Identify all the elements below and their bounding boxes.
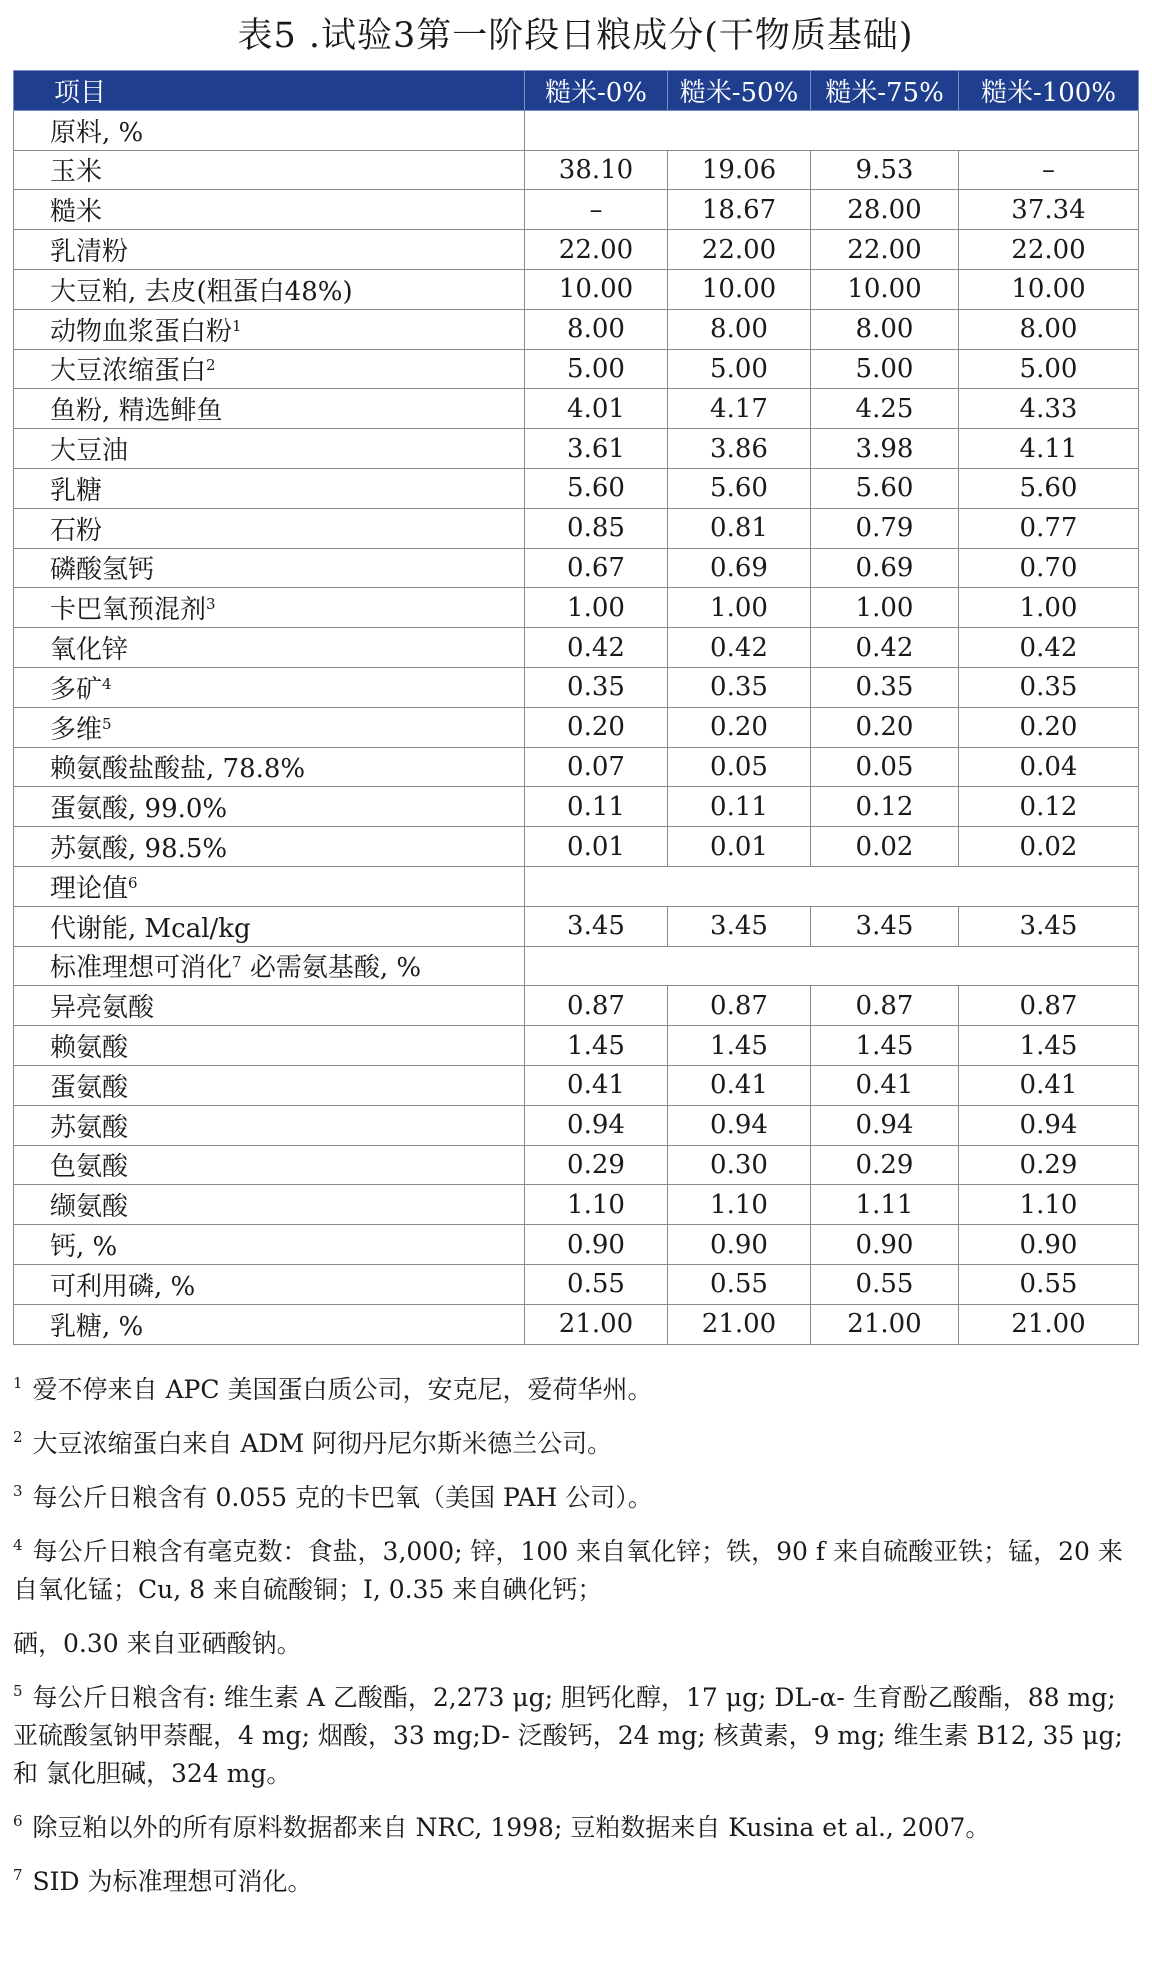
value-cell: 1.10 bbox=[959, 1185, 1139, 1225]
footnote bbox=[13, 1479, 1138, 1517]
value-cell: 21.00 bbox=[811, 1304, 959, 1344]
footnote bbox=[13, 1371, 1138, 1409]
value-cell: 0.30 bbox=[668, 1145, 811, 1185]
value-cell: 3.61 bbox=[525, 429, 668, 469]
value-cell: 1.00 bbox=[811, 588, 959, 628]
footnote-marker: 6 bbox=[128, 873, 138, 892]
value-cell: 8.00 bbox=[525, 309, 668, 349]
value-cell: 1.00 bbox=[959, 588, 1139, 628]
footnote-text: 硒，0.30 来自亚硒酸钠。 bbox=[13, 1628, 302, 1658]
table-row bbox=[14, 309, 1139, 349]
value-cell: 0.35 bbox=[811, 667, 959, 707]
footnote-number: 5 bbox=[13, 1681, 23, 1700]
footnote-text: 每公斤日粮含有: 维生素 A 乙酸酯，2,273 μg; 胆钙化醇，17 μg; DL-α- 生育酚乙酸酯，88 mg; 亚硫酸氢钠甲萘醌，4 mg; 烟酸，33 mg;D- 泛酸钙，24 mg; 核黄素，9 mg; 维生素 B12, 35 μg; 和 氯化胆碱，324 mg。 bbox=[13, 1682, 1123, 1788]
value-cell: 0.02 bbox=[811, 827, 959, 867]
table-row bbox=[14, 1264, 1139, 1304]
value-cell: 22.00 bbox=[959, 230, 1139, 270]
header-item: 项目 bbox=[14, 71, 525, 111]
row-label: 大豆浓缩蛋白$^2$ bbox=[14, 349, 525, 389]
footnote-number: 3 bbox=[13, 1481, 23, 1500]
footnote-number: 6 bbox=[13, 1811, 23, 1830]
row-label: 乳清粉 bbox=[14, 230, 525, 270]
row-label: 糙米 bbox=[14, 190, 525, 230]
value-cell: 0.41 bbox=[959, 1065, 1139, 1105]
value-cell: 8.00 bbox=[668, 309, 811, 349]
section-label: 原料, % bbox=[14, 110, 525, 150]
value-cell: 0.55 bbox=[959, 1264, 1139, 1304]
value-cell: 0.55 bbox=[525, 1264, 668, 1304]
row-label: 蛋氨酸, 99.0% bbox=[14, 787, 525, 827]
table-body bbox=[14, 110, 1139, 1344]
footnotes bbox=[13, 1371, 1138, 1901]
value-cell: 0.12 bbox=[811, 787, 959, 827]
row-label: 乳糖 bbox=[14, 468, 525, 508]
value-cell: 0.79 bbox=[811, 508, 959, 548]
row-label: 蛋氨酸 bbox=[14, 1065, 525, 1105]
value-cell: 1.10 bbox=[525, 1185, 668, 1225]
value-cell: 0.87 bbox=[668, 986, 811, 1026]
value-cell: 0.55 bbox=[811, 1264, 959, 1304]
value-cell: 5.60 bbox=[525, 468, 668, 508]
value-cell: 5.60 bbox=[668, 468, 811, 508]
footnote-text: 除豆粕以外的所有原料数据都来自 NRC, 1998; 豆粕数据来自 Kusina et al., 2007。 bbox=[32, 1812, 991, 1842]
footnote-marker: 3 bbox=[206, 595, 216, 614]
header-brown-rice-75: 糙米-75% bbox=[811, 71, 959, 111]
footnote-number: 4 bbox=[13, 1535, 23, 1554]
row-label: 缬氨酸 bbox=[14, 1185, 525, 1225]
value-cell: 0.11 bbox=[525, 787, 668, 827]
table-row bbox=[14, 1065, 1139, 1105]
value-cell: 22.00 bbox=[525, 230, 668, 270]
row-label: 可利用磷, % bbox=[14, 1264, 525, 1304]
row-label: 乳糖, % bbox=[14, 1304, 525, 1344]
row-label: 鱼粉, 精选鲱鱼 bbox=[14, 389, 525, 429]
value-cell: 0.42 bbox=[959, 628, 1139, 668]
header-brown-rice-0: 糙米-0% bbox=[525, 71, 668, 111]
value-cell: 3.45 bbox=[811, 906, 959, 946]
section-label: 理论值$^6$ bbox=[14, 866, 525, 906]
footnote-number: 7 bbox=[13, 1865, 23, 1884]
footnote-text: SID 为标准理想可消化。 bbox=[32, 1866, 313, 1896]
value-cell: 1.45 bbox=[959, 1026, 1139, 1066]
table-row bbox=[14, 190, 1139, 230]
value-cell: 3.45 bbox=[959, 906, 1139, 946]
footnote-marker: 7 bbox=[232, 953, 242, 972]
row-label: 石粉 bbox=[14, 508, 525, 548]
value-cell: 0.12 bbox=[959, 787, 1139, 827]
footnote-marker: 1 bbox=[232, 316, 242, 335]
value-cell: 5.00 bbox=[668, 349, 811, 389]
row-label: 赖氨酸盐酸盐, 78.8% bbox=[14, 747, 525, 787]
value-cell: 8.00 bbox=[811, 309, 959, 349]
value-cell: 0.90 bbox=[959, 1225, 1139, 1265]
value-cell: 0.01 bbox=[668, 827, 811, 867]
value-cell: 0.69 bbox=[811, 548, 959, 588]
value-cell: 8.00 bbox=[959, 309, 1139, 349]
value-cell: 1.11 bbox=[811, 1185, 959, 1225]
value-cell: 0.29 bbox=[525, 1145, 668, 1185]
value-cell: 0.90 bbox=[525, 1225, 668, 1265]
table-row bbox=[14, 986, 1139, 1026]
section-row bbox=[14, 110, 1139, 150]
value-cell: 9.53 bbox=[811, 150, 959, 190]
table-row bbox=[14, 508, 1139, 548]
row-label: 苏氨酸 bbox=[14, 1105, 525, 1145]
value-cell: 0.87 bbox=[525, 986, 668, 1026]
footnote bbox=[13, 1625, 1138, 1663]
value-cell: 0.35 bbox=[959, 667, 1139, 707]
value-cell: 0.94 bbox=[959, 1105, 1139, 1145]
table-row bbox=[14, 548, 1139, 588]
footnote-text: 每公斤日粮含有 0.055 克的卡巴氧（美国 PAH 公司）。 bbox=[32, 1482, 653, 1512]
value-cell: 5.00 bbox=[959, 349, 1139, 389]
value-cell: 4.17 bbox=[668, 389, 811, 429]
table-row bbox=[14, 1304, 1139, 1344]
value-cell: 1.00 bbox=[525, 588, 668, 628]
table-row bbox=[14, 1225, 1139, 1265]
value-cell: 0.94 bbox=[668, 1105, 811, 1145]
section-label: 标准理想可消化$^7$ 必需氨基酸, % bbox=[14, 946, 525, 986]
value-cell: 0.90 bbox=[811, 1225, 959, 1265]
value-cell: 4.01 bbox=[525, 389, 668, 429]
table-row bbox=[14, 827, 1139, 867]
value-cell: 5.60 bbox=[959, 468, 1139, 508]
table-header-row bbox=[14, 71, 1139, 111]
row-label: 异亮氨酸 bbox=[14, 986, 525, 1026]
value-cell: 4.11 bbox=[959, 429, 1139, 469]
value-cell: 21.00 bbox=[959, 1304, 1139, 1344]
value-cell: 19.06 bbox=[668, 150, 811, 190]
section-row bbox=[14, 946, 1139, 986]
value-cell: 0.35 bbox=[668, 667, 811, 707]
row-label: 赖氨酸 bbox=[14, 1026, 525, 1066]
value-cell: 0.29 bbox=[959, 1145, 1139, 1185]
value-cell: 0.41 bbox=[811, 1065, 959, 1105]
table-row bbox=[14, 787, 1139, 827]
value-cell: 0.42 bbox=[525, 628, 668, 668]
section-blank-cell bbox=[525, 110, 1139, 150]
value-cell: 21.00 bbox=[525, 1304, 668, 1344]
footnote-text: 爱不停来自 APC 美国蛋白质公司，安克尼，爱荷华州。 bbox=[32, 1374, 653, 1404]
value-cell: 0.05 bbox=[811, 747, 959, 787]
value-cell: 0.70 bbox=[959, 548, 1139, 588]
value-cell: 0.20 bbox=[811, 707, 959, 747]
row-label: 钙, % bbox=[14, 1225, 525, 1265]
value-cell: 0.81 bbox=[668, 508, 811, 548]
value-cell: 0.41 bbox=[525, 1065, 668, 1105]
value-cell: – bbox=[959, 150, 1139, 190]
value-cell: 18.67 bbox=[668, 190, 811, 230]
header-brown-rice-50: 糙米-50% bbox=[668, 71, 811, 111]
table-title: 表5 .试验3第一阶段日粮成分(干物质基础) bbox=[237, 16, 914, 56]
value-cell: 37.34 bbox=[959, 190, 1139, 230]
value-cell: 38.10 bbox=[525, 150, 668, 190]
value-cell: 3.98 bbox=[811, 429, 959, 469]
value-cell: 1.45 bbox=[668, 1026, 811, 1066]
value-cell: – bbox=[525, 190, 668, 230]
footnote-number: 2 bbox=[13, 1427, 23, 1446]
diet-composition-table bbox=[13, 70, 1139, 1345]
value-cell: 0.07 bbox=[525, 747, 668, 787]
table-row bbox=[14, 1145, 1139, 1185]
value-cell: 0.11 bbox=[668, 787, 811, 827]
table-row bbox=[14, 429, 1139, 469]
table-row bbox=[14, 468, 1139, 508]
table-row bbox=[14, 707, 1139, 747]
value-cell: 0.85 bbox=[525, 508, 668, 548]
row-label: 色氨酸 bbox=[14, 1145, 525, 1185]
footnote-marker: 5 bbox=[102, 714, 112, 733]
table-row bbox=[14, 747, 1139, 787]
value-cell: 10.00 bbox=[959, 269, 1139, 309]
value-cell: 0.42 bbox=[811, 628, 959, 668]
value-cell: 0.55 bbox=[668, 1264, 811, 1304]
table-row bbox=[14, 349, 1139, 389]
value-cell: 0.94 bbox=[525, 1105, 668, 1145]
table-row bbox=[14, 906, 1139, 946]
value-cell: 0.20 bbox=[525, 707, 668, 747]
value-cell: 0.87 bbox=[811, 986, 959, 1026]
row-label: 玉米 bbox=[14, 150, 525, 190]
value-cell: 10.00 bbox=[668, 269, 811, 309]
section-blank-cell bbox=[525, 866, 1139, 906]
footnote-marker: 2 bbox=[206, 356, 216, 375]
table-row bbox=[14, 150, 1139, 190]
section-row bbox=[14, 866, 1139, 906]
value-cell: 0.41 bbox=[668, 1065, 811, 1105]
value-cell: 0.69 bbox=[668, 548, 811, 588]
value-cell: 22.00 bbox=[811, 230, 959, 270]
row-label: 大豆油 bbox=[14, 429, 525, 469]
table-row bbox=[14, 628, 1139, 668]
value-cell: 0.20 bbox=[959, 707, 1139, 747]
footnote bbox=[13, 1863, 1138, 1901]
value-cell: 5.60 bbox=[811, 468, 959, 508]
table-row bbox=[14, 667, 1139, 707]
footnote-number: 1 bbox=[13, 1373, 23, 1392]
row-label: 多矿$^4$ bbox=[14, 667, 525, 707]
value-cell: 1.45 bbox=[525, 1026, 668, 1066]
value-cell: 5.00 bbox=[811, 349, 959, 389]
value-cell: 28.00 bbox=[811, 190, 959, 230]
row-label: 多维$^5$ bbox=[14, 707, 525, 747]
table-row bbox=[14, 230, 1139, 270]
row-label: 动物血浆蛋白粉$^1$ bbox=[14, 309, 525, 349]
value-cell: 3.45 bbox=[668, 906, 811, 946]
value-cell: 0.42 bbox=[668, 628, 811, 668]
value-cell: 0.04 bbox=[959, 747, 1139, 787]
value-cell: 0.35 bbox=[525, 667, 668, 707]
value-cell: 0.94 bbox=[811, 1105, 959, 1145]
document-page bbox=[13, 0, 1138, 1917]
row-label: 磷酸氢钙 bbox=[14, 548, 525, 588]
value-cell: 3.86 bbox=[668, 429, 811, 469]
row-label: 大豆粕, 去皮(粗蛋白48%) bbox=[14, 269, 525, 309]
footnote bbox=[13, 1809, 1138, 1847]
row-label: 代谢能, Mcal/kg bbox=[14, 906, 525, 946]
value-cell: 1.00 bbox=[668, 588, 811, 628]
value-cell: 0.29 bbox=[811, 1145, 959, 1185]
table-row bbox=[14, 389, 1139, 429]
value-cell: 10.00 bbox=[811, 269, 959, 309]
footnote bbox=[13, 1533, 1138, 1609]
value-cell: 1.45 bbox=[811, 1026, 959, 1066]
value-cell: 3.45 bbox=[525, 906, 668, 946]
section-blank-cell bbox=[525, 946, 1139, 986]
value-cell: 0.02 bbox=[959, 827, 1139, 867]
value-cell: 4.25 bbox=[811, 389, 959, 429]
footnote-marker: 4 bbox=[102, 674, 112, 693]
value-cell: 4.33 bbox=[959, 389, 1139, 429]
value-cell: 0.05 bbox=[668, 747, 811, 787]
row-label: 氧化锌 bbox=[14, 628, 525, 668]
footnote bbox=[13, 1425, 1138, 1463]
value-cell: 10.00 bbox=[525, 269, 668, 309]
value-cell: 0.67 bbox=[525, 548, 668, 588]
header-brown-rice-100: 糙米-100% bbox=[959, 71, 1139, 111]
table-row bbox=[14, 1185, 1139, 1225]
row-label: 苏氨酸, 98.5% bbox=[14, 827, 525, 867]
table-row bbox=[14, 1026, 1139, 1066]
value-cell: 0.87 bbox=[959, 986, 1139, 1026]
value-cell: 1.10 bbox=[668, 1185, 811, 1225]
footnote-text: 大豆浓缩蛋白来自 ADM 阿彻丹尼尔斯米德兰公司。 bbox=[32, 1428, 613, 1458]
value-cell: 0.90 bbox=[668, 1225, 811, 1265]
value-cell: 5.00 bbox=[525, 349, 668, 389]
row-label: 卡巴氧预混剂$^3$ bbox=[14, 588, 525, 628]
footnote-text: 每公斤日粮含有毫克数：食盐，3,000; 锌，100 来自氧化锌；铁，90 f 来自硫酸亚铁；锰，20 来自氧化锰；Cu, 8 来自硫酸铜；I, 0.35 来自碘化钙； bbox=[13, 1536, 1123, 1604]
value-cell: 22.00 bbox=[668, 230, 811, 270]
table-row bbox=[14, 588, 1139, 628]
value-cell: 21.00 bbox=[668, 1304, 811, 1344]
value-cell: 0.77 bbox=[959, 508, 1139, 548]
table-row bbox=[14, 269, 1139, 309]
footnote bbox=[13, 1679, 1138, 1793]
value-cell: 0.01 bbox=[525, 827, 668, 867]
value-cell: 0.20 bbox=[668, 707, 811, 747]
table-row bbox=[14, 1105, 1139, 1145]
